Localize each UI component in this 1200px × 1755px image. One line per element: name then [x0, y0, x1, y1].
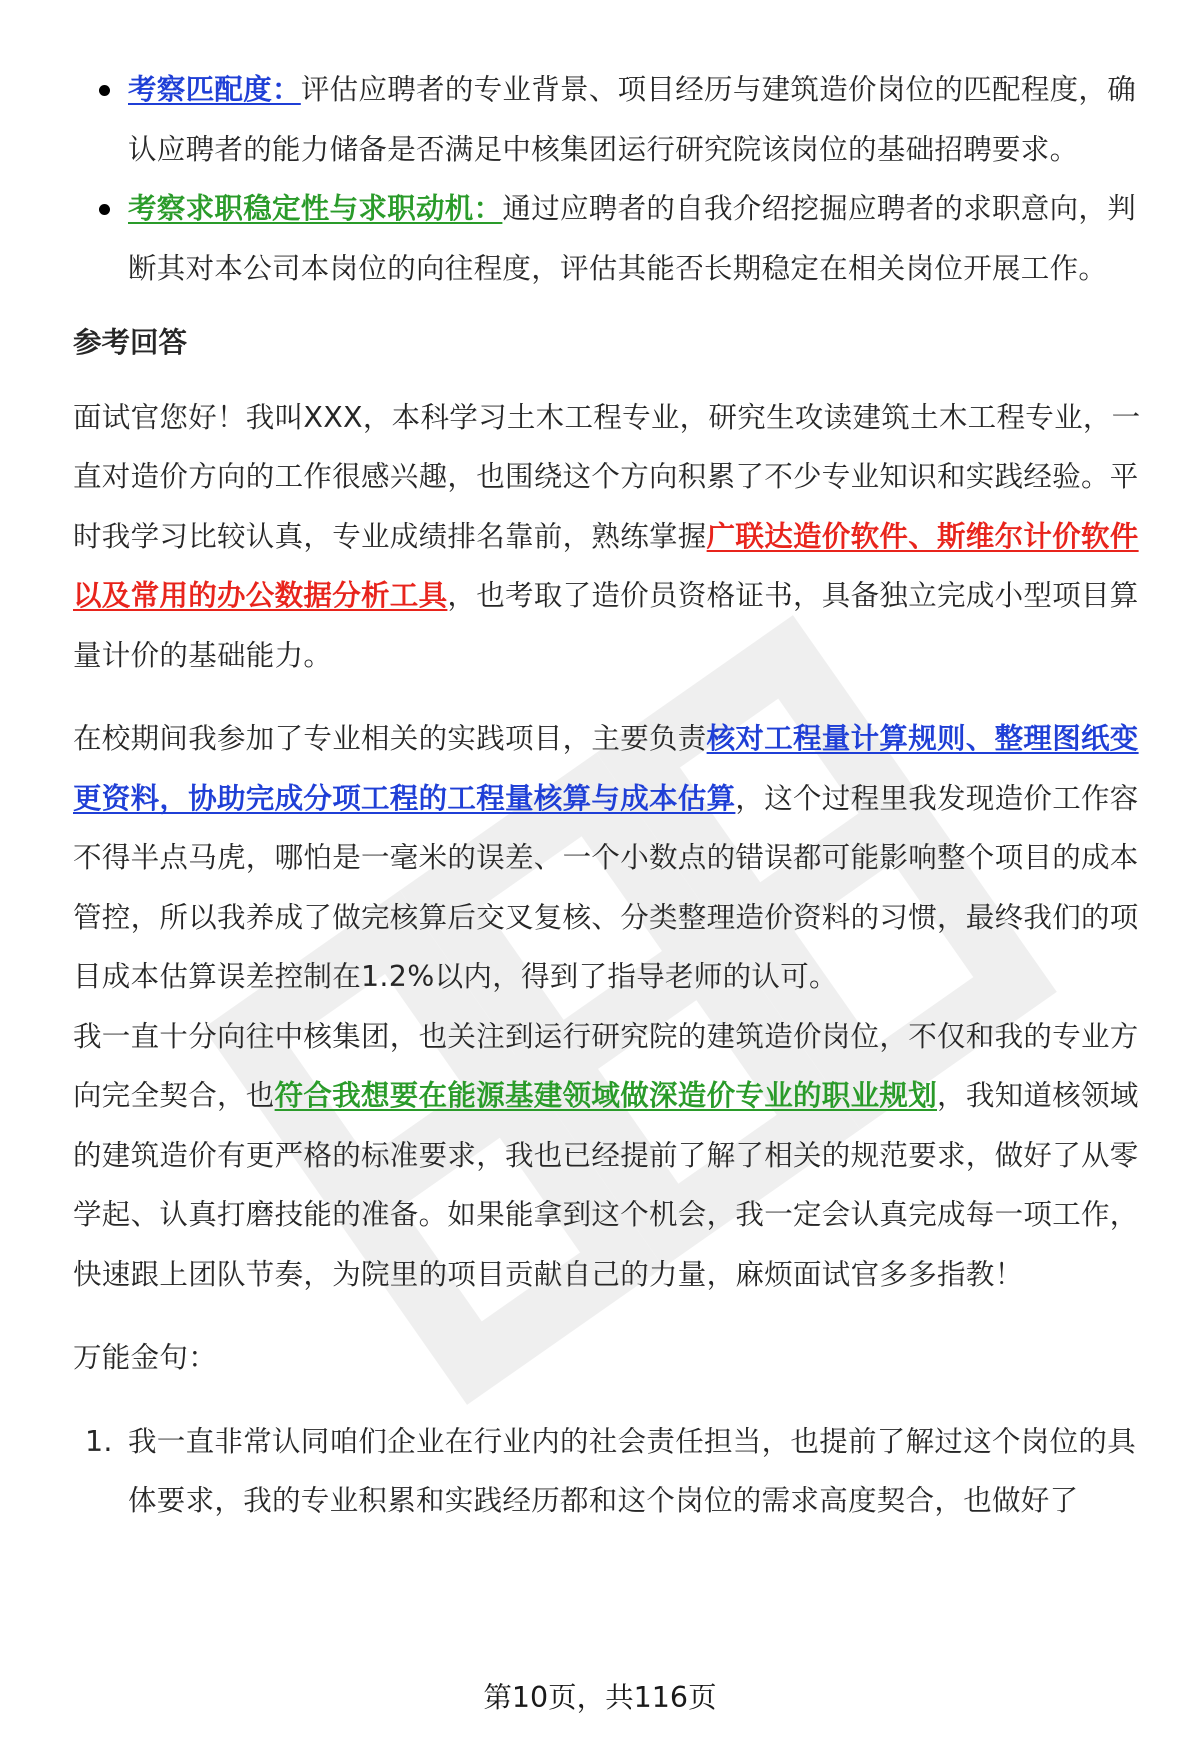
page-footer: 第10页，共116页: [483, 1681, 717, 1714]
answer-p1-highlight: 广联达造价软件、斯维尔计价软件以及常用的办公数据分析工具: [73, 519, 1139, 612]
answer-p1-text: 面试官您好！我叫XXX，本科学习土木工程专业，研究生攻读建筑土木工程专业，一直对造价方向的工作很感兴趣，也围绕这个方向积累了不少专业知识和实践经验。平时我学习比较认真，专业成绩排名靠前，熟练掌握: [73, 400, 1141, 553]
golden-item-number: 1.: [85, 1424, 113, 1458]
golden-sentences-heading: 万能金句：: [73, 1341, 218, 1374]
answer-p2-highlight: 核对工程量计算规则、整理图纸变更资料，协助完成分项工程的工程量核算与成本估算: [73, 722, 1139, 815]
answer-p3-highlight: 符合我想要在能源基建领域做深造价专业的职业规划: [274, 1079, 938, 1112]
answer-p2-tail: ，这个过程里我发现造价工作容不得半点马虎，哪怕是一毫米的误差、一个小数点的错误都可能影响整个项目的成本管控，所以我养成了做完核算后交叉复核、分类整理造价资料的习惯，最终我们的项目成本估算误差控制在1.2%以内，得到了指导老师的认可。: [73, 781, 1139, 993]
answer-p3-tail: ，我知道核领域的建筑造价有更严格的标准要求，我也已经提前了解了相关的规范要求，做好了从零学起、认真打磨技能的准备。如果能拿到这个机会，我一定会认真完成每一项工作，快速跟上团队节奏，为院里的项目贡献自己的力量，麻烦面试官多多指教！: [73, 1079, 1139, 1291]
bullet-dot-icon: [99, 85, 110, 96]
answer-p2-text: 在校期间我参加了专业相关的实践项目，主要负责: [73, 722, 707, 755]
answer-paragraph-practice: [73, 709, 1148, 1007]
answer-paragraph-motivation: [73, 1007, 1148, 1305]
criteria-label-match: 考察匹配度：: [128, 73, 301, 106]
criteria-label-stability: 考察求职稳定性与求职动机：: [128, 192, 503, 225]
answer-p3-text: 我一直十分向往中核集团，也关注到运行研究院的建筑造价岗位，不仅和我的专业方向完全契合，也: [73, 1019, 1139, 1112]
answer-p1-tail: ，也考取了造价员资格证书，具备独立完成小型项目算量计价的基础能力。: [73, 579, 1139, 672]
criteria-text-stability: 通过应聘者的自我介绍挖掘应聘者的求职意向，判断其对本公司本岗位的向往程度，评估其能否长期稳定在相关岗位开展工作。: [128, 192, 1137, 285]
main-content: [73, 60, 1148, 1531]
golden-sentence-item: [73, 1412, 1148, 1531]
criteria-text-match: 评估应聘者的专业背景、项目经历与建筑造价岗位的匹配程度，确认应聘者的能力储备是否满足中核集团运行研究院该岗位的基础招聘要求。: [128, 73, 1137, 166]
reference-answer-heading: 参考回答: [73, 326, 188, 359]
criteria-list: [73, 60, 1148, 298]
criteria-item-stability: [73, 179, 1148, 298]
answer-paragraph-intro: [73, 388, 1148, 686]
criteria-item-match: [73, 60, 1148, 179]
golden-item-text: 我一直非常认同咱们企业在行业内的社会责任担当，也提前了解过这个岗位的具体要求，我的专业积累和实践经历都和这个岗位的需求高度契合，也做好了: [128, 1424, 1137, 1517]
golden-sentences-list: [73, 1412, 1148, 1531]
bullet-dot-icon: [99, 204, 110, 215]
